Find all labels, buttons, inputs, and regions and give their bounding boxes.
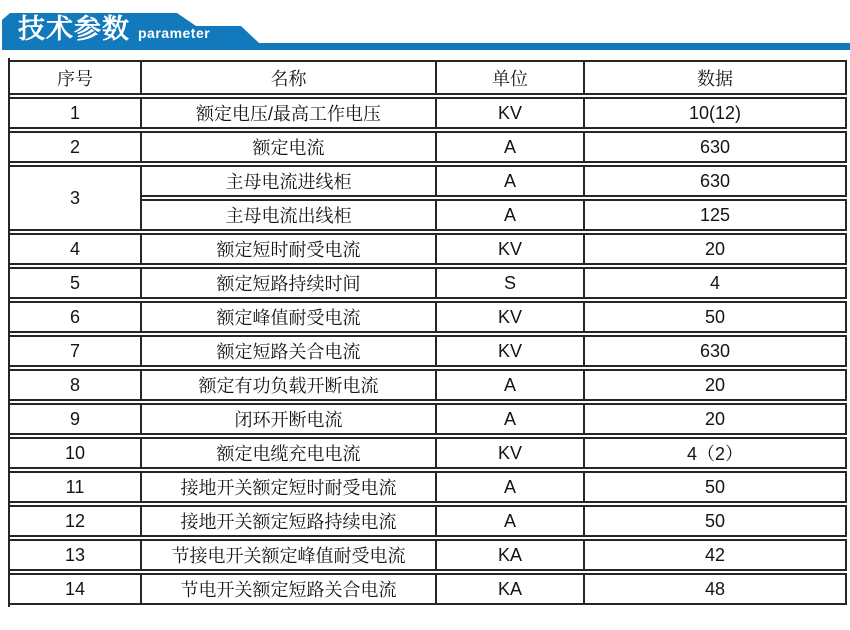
cell-unit: A bbox=[437, 199, 585, 231]
cell-serial-number: 10 bbox=[10, 437, 142, 469]
cell-unit: KV bbox=[437, 97, 585, 129]
cell-serial-number: 5 bbox=[10, 267, 142, 299]
cell-unit: KA bbox=[437, 573, 585, 605]
cell-value: 20 bbox=[585, 233, 847, 265]
cell-value: 4（2） bbox=[585, 437, 847, 469]
cell-name: 额定短时耐受电流 bbox=[142, 233, 437, 265]
cell-name: 额定电流 bbox=[142, 131, 437, 163]
parameter-table-wrapper bbox=[8, 58, 845, 607]
table-row bbox=[10, 403, 847, 435]
cell-serial-number: 4 bbox=[10, 233, 142, 265]
table-row bbox=[10, 437, 847, 469]
section-banner bbox=[0, 0, 850, 50]
cell-name: 节电开关额定短路关合电流 bbox=[142, 573, 437, 605]
cell-value: 10(12) bbox=[585, 97, 847, 129]
cell-unit: A bbox=[437, 131, 585, 163]
cell-serial-number: 9 bbox=[10, 403, 142, 435]
cell-value: 4 bbox=[585, 267, 847, 299]
cell-name: 主母电流出线柜 bbox=[142, 199, 437, 231]
cell-name: 闭环开断电流 bbox=[142, 403, 437, 435]
cell-value: 630 bbox=[585, 335, 847, 367]
table-head bbox=[10, 60, 847, 95]
table-header-row bbox=[10, 60, 847, 95]
table-row bbox=[10, 97, 847, 129]
cell-unit: KV bbox=[437, 233, 585, 265]
column-header-2: 单位 bbox=[437, 60, 585, 95]
cell-value: 20 bbox=[585, 369, 847, 401]
cell-unit: S bbox=[437, 267, 585, 299]
cell-name: 接地开关额定短时耐受电流 bbox=[142, 471, 437, 503]
cell-serial-number: 14 bbox=[10, 573, 142, 605]
cell-value: 630 bbox=[585, 165, 847, 197]
parameter-table bbox=[8, 58, 847, 607]
table-body bbox=[10, 97, 847, 605]
cell-unit: A bbox=[437, 165, 585, 197]
table-row bbox=[10, 573, 847, 605]
cell-name: 主母电流进线柜 bbox=[142, 165, 437, 197]
section-title: 技术参数 bbox=[18, 14, 130, 44]
cell-name: 接地开关额定短路持续电流 bbox=[142, 505, 437, 537]
cell-serial-number: 6 bbox=[10, 301, 142, 333]
table-row bbox=[10, 301, 847, 333]
table-row bbox=[10, 335, 847, 367]
cell-unit: KV bbox=[437, 335, 585, 367]
table-row bbox=[10, 539, 847, 571]
cell-value: 50 bbox=[585, 471, 847, 503]
cell-serial-number: 8 bbox=[10, 369, 142, 401]
cell-name: 额定短路关合电流 bbox=[142, 335, 437, 367]
cell-serial-number: 3 bbox=[10, 165, 142, 231]
table-row bbox=[10, 233, 847, 265]
table-row bbox=[10, 267, 847, 299]
table-row bbox=[10, 471, 847, 503]
cell-unit: A bbox=[437, 403, 585, 435]
cell-name: 额定电压/最高工作电压 bbox=[142, 97, 437, 129]
cell-value: 20 bbox=[585, 403, 847, 435]
cell-serial-number: 1 bbox=[10, 97, 142, 129]
cell-unit: A bbox=[437, 505, 585, 537]
cell-unit: KV bbox=[437, 437, 585, 469]
column-header-0: 序号 bbox=[10, 60, 142, 95]
cell-unit: A bbox=[437, 369, 585, 401]
table-row bbox=[10, 165, 847, 197]
banner-text bbox=[18, 13, 210, 50]
table-row bbox=[10, 131, 847, 163]
section-subtitle: parameter bbox=[138, 25, 211, 41]
cell-value: 50 bbox=[585, 505, 847, 537]
cell-serial-number: 11 bbox=[10, 471, 142, 503]
cell-unit: KV bbox=[437, 301, 585, 333]
cell-unit: KA bbox=[437, 539, 585, 571]
table-row bbox=[10, 505, 847, 537]
cell-value: 48 bbox=[585, 573, 847, 605]
cell-value: 50 bbox=[585, 301, 847, 333]
cell-value: 125 bbox=[585, 199, 847, 231]
cell-serial-number: 7 bbox=[10, 335, 142, 367]
cell-serial-number: 12 bbox=[10, 505, 142, 537]
cell-name: 额定峰值耐受电流 bbox=[142, 301, 437, 333]
table-row bbox=[10, 369, 847, 401]
cell-unit: A bbox=[437, 471, 585, 503]
cell-name: 额定电缆充电电流 bbox=[142, 437, 437, 469]
column-header-1: 名称 bbox=[142, 60, 437, 95]
cell-value: 42 bbox=[585, 539, 847, 571]
cell-value: 630 bbox=[585, 131, 847, 163]
column-header-3: 数据 bbox=[585, 60, 847, 95]
cell-name: 节接电开关额定峰值耐受电流 bbox=[142, 539, 437, 571]
cell-serial-number: 2 bbox=[10, 131, 142, 163]
cell-name: 额定有功负载开断电流 bbox=[142, 369, 437, 401]
cell-name: 额定短路持续时间 bbox=[142, 267, 437, 299]
cell-serial-number: 13 bbox=[10, 539, 142, 571]
